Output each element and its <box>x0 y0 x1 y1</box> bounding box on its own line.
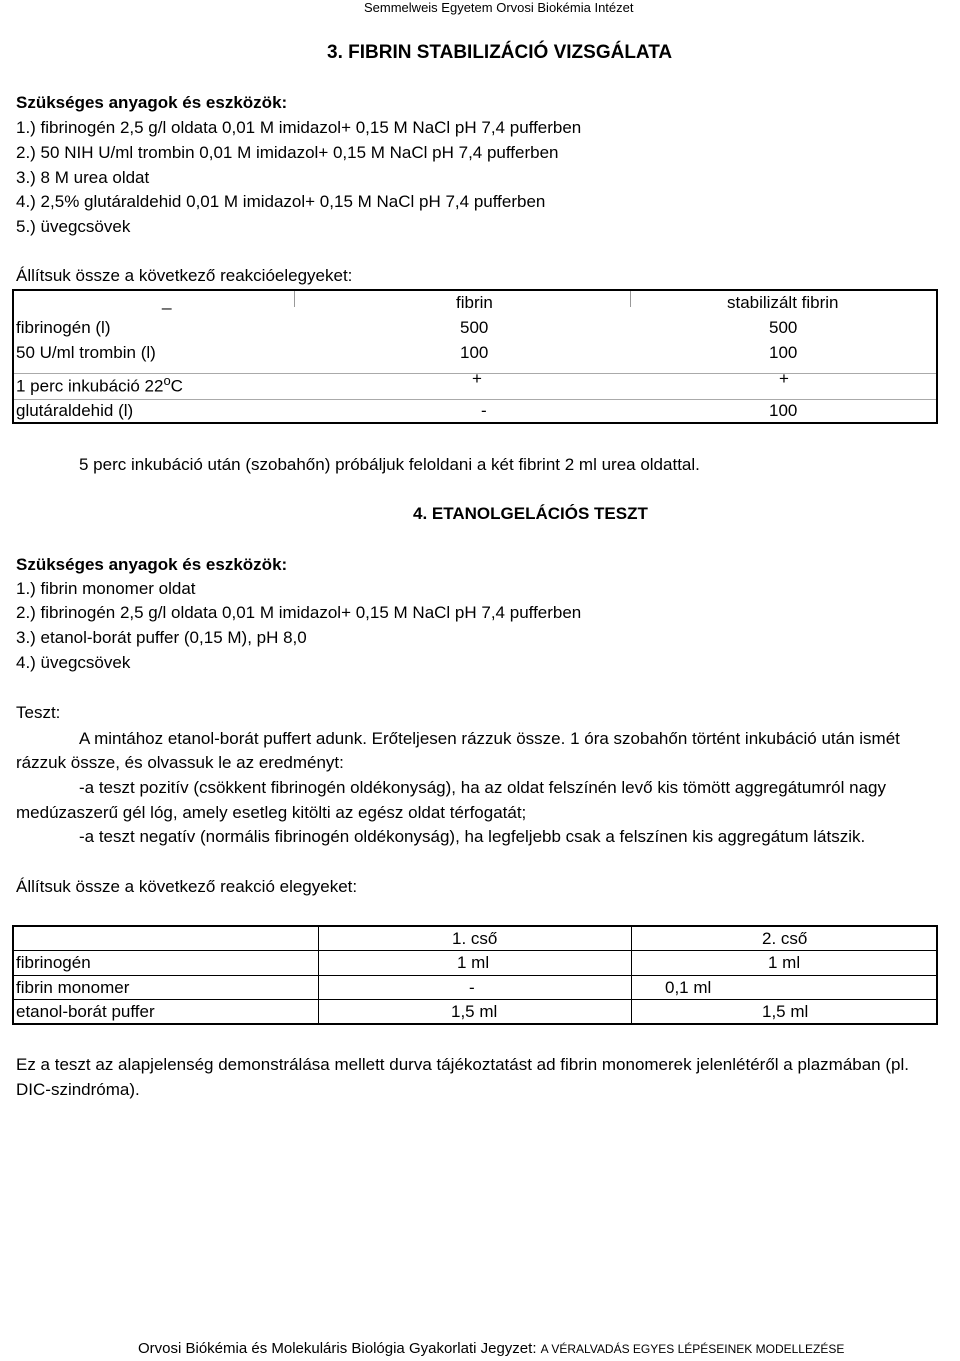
test-paragraph-line: A mintához etanol-borát puffert adunk. Erőteljesen rázzuk össze. 1 óra szobahőn történt inkubáció után ismét <box>79 729 900 748</box>
table-cell: - <box>469 978 475 997</box>
table-row-label: etanol-borát puffer <box>16 1002 155 1021</box>
test-paragraph-line: medúzaszerű gél lóg, amely esetleg kitölti az egész oldat térfogatát; <box>16 803 527 822</box>
table-cell: + <box>779 369 789 388</box>
table-header-cell: stabilizált fibrin <box>727 293 839 312</box>
material-item: 4.) 2,5% glutáraldehid 0,01 M imidazol+ 0,15 M NaCl pH 7,4 pufferben <box>16 192 546 211</box>
degree-superscript: o <box>163 373 171 388</box>
column-divider <box>294 291 295 307</box>
table-header-cell: 1. cső <box>452 929 498 948</box>
table-cell: + <box>472 369 482 388</box>
section-4-materials-title: Szükséges anyagok és eszközök: <box>16 555 288 574</box>
table-cell: 1,5 ml <box>762 1002 809 1021</box>
test-label: Teszt: <box>16 703 61 722</box>
table-cell: 500 <box>769 318 798 337</box>
footer-chapter: A VÉRALVADÁS EGYES LÉPÉSEINEK MODELLEZÉSE <box>540 1342 845 1356</box>
table-cell: 1 ml <box>768 953 801 972</box>
test-paragraph-line: -a teszt negatív (normális fibrinogén oldékonyság), ha legfeljebb csak a felszínen kis aggregátum látszik. <box>79 827 866 846</box>
table-cell: - <box>481 401 487 420</box>
table-cell: 100 <box>769 343 798 362</box>
table-row-label: fibrinogén (l) <box>16 318 111 337</box>
table-cell: 100 <box>769 401 798 420</box>
section-3-materials-title: Szükséges anyagok és eszközök: <box>16 93 288 112</box>
section-4-title: 4. ETANOLGELÁCIÓS TESZT <box>413 504 648 523</box>
label-unit: C <box>170 376 183 396</box>
table-header-cell: fibrin <box>456 293 493 312</box>
table-cell: 1,5 ml <box>451 1002 498 1021</box>
page-header: Semmelweis Egyetem Orvosi Biokémia Intézet <box>364 0 634 15</box>
page-footer <box>138 1340 844 1357</box>
table-intro: Állítsuk össze a következő reakcióelegyeket: <box>16 266 353 285</box>
material-item: 3.) etanol-borát puffer (0,15 M), pH 8,0 <box>16 628 307 647</box>
table-intro: Állítsuk össze a következő reakció elegyeket: <box>16 877 358 896</box>
material-item: 4.) üvegcsövek <box>16 653 131 672</box>
test-paragraph-line: rázzuk össze, és olvassuk le az eredményt: <box>16 753 344 772</box>
material-item: 2.) 50 NIH U/ml trombin 0,01 M imidazol+ 0,15 M NaCl pH 7,4 pufferben <box>16 143 559 162</box>
incubation-note: 5 perc inkubáció után (szobahőn) próbáljuk feloldani a két fibrint 2 ml urea oldattal. <box>79 455 700 474</box>
table-header-cell: 2. cső <box>762 929 808 948</box>
table-cell: 1 ml <box>457 953 490 972</box>
table-row-label: 50 U/ml trombin (l) <box>16 343 156 362</box>
conclusion-line: Ez a teszt az alapjelenség demonstrálása mellett durva tájékoztatást ad fibrin monomerek jelenlétéről a plazmában (pl. <box>16 1055 909 1074</box>
conclusion-line: DIC-szindróma). <box>16 1080 140 1099</box>
material-item: 1.) fibrinogén 2,5 g/l oldata 0,01 M imidazol+ 0,15 M NaCl pH 7,4 pufferben <box>16 118 582 137</box>
material-item: 3.) 8 M urea oldat <box>16 168 150 187</box>
material-item: 2.) fibrinogén 2,5 g/l oldata 0,01 M imidazol+ 0,15 M NaCl pH 7,4 pufferben <box>16 603 582 622</box>
row-divider <box>14 975 936 976</box>
ethanol-gelation-table <box>12 925 938 1025</box>
section-3-title: 3. FIBRIN STABILIZÁCIÓ VIZSGÁLATA <box>327 42 673 63</box>
column-divider <box>630 291 631 307</box>
footer-title: Orvosi Biókémia és Molekuláris Biológia Gyakorlati Jegyzet: <box>138 1340 541 1357</box>
material-item: 5.) üvegcsövek <box>16 217 131 236</box>
table-cell: 100 <box>460 343 489 362</box>
row-divider <box>14 950 936 951</box>
table-row-label: glutáraldehid (l) <box>16 401 134 420</box>
material-item: 1.) fibrin monomer oldat <box>16 579 196 598</box>
test-paragraph-line: -a teszt pozitív (csökkent fibrinogén oldékonyság), ha az oldat felszínén levő kis tömött aggregátumról nagy <box>79 778 886 797</box>
table-row-label: fibrinogén <box>16 953 91 972</box>
table-cell: 500 <box>460 318 489 337</box>
table-cell: 0,1 ml <box>665 978 712 997</box>
row-divider <box>14 999 936 1000</box>
table-row-label: fibrin monomer <box>16 978 130 997</box>
fibrin-stabilization-table <box>12 289 938 424</box>
row-divider <box>14 399 936 400</box>
table-row-label <box>16 373 183 397</box>
table-header-cell: _ <box>162 291 172 310</box>
label-text: 1 perc inkubáció 22 <box>16 376 164 396</box>
